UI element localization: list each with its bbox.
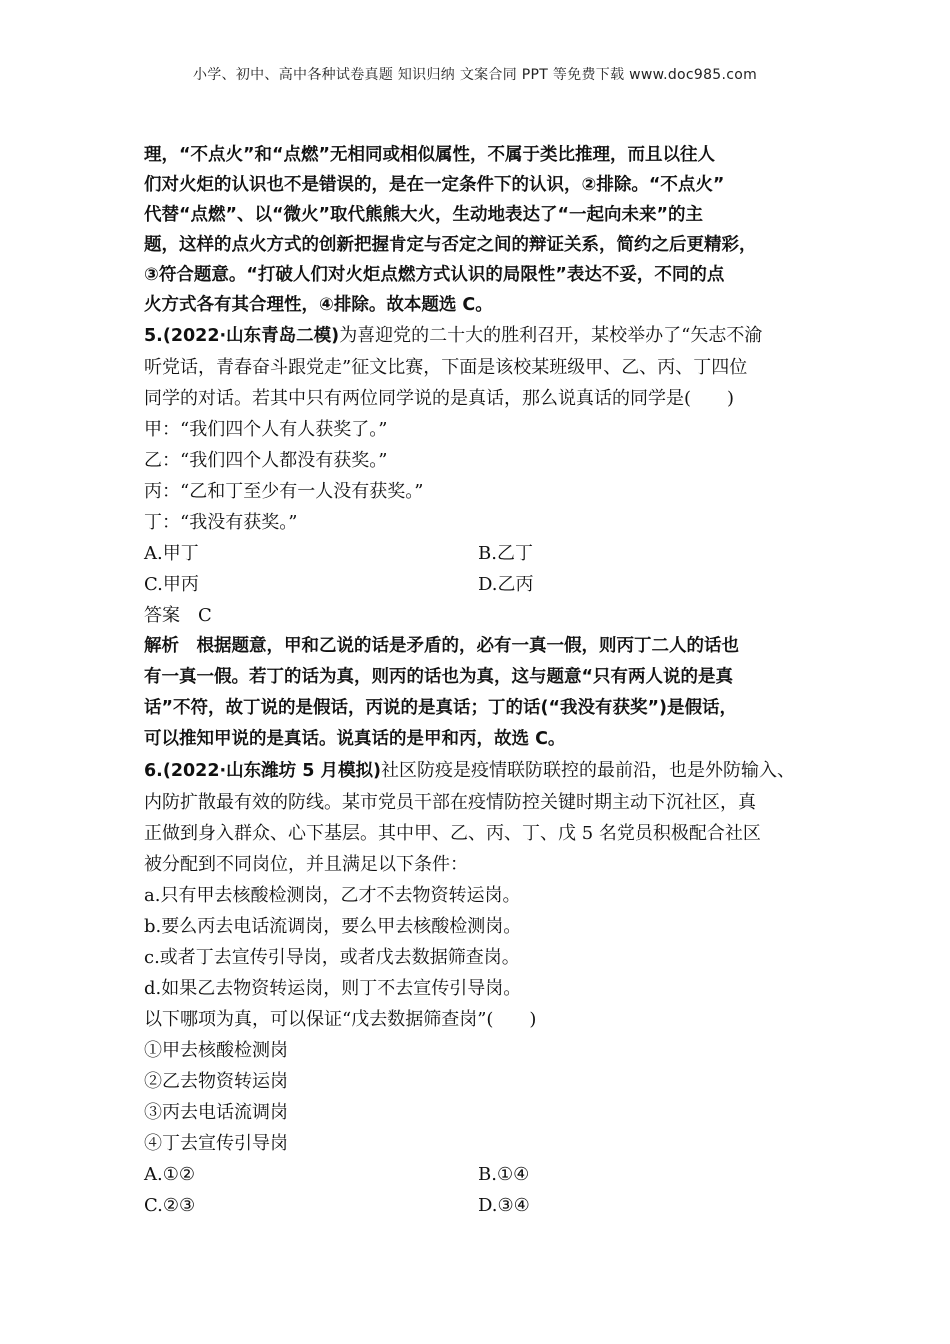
- condition-line: d.如果乙去物资转运岗，则丁不去宣传引导岗。: [144, 978, 522, 999]
- question-prompt: 以下哪项为真，可以保证“戊去数据筛查岗”( ): [144, 1009, 537, 1030]
- question-stem: 被分配到不同岗位，并且满足以下条件：: [144, 854, 468, 875]
- question-6: [144, 755, 814, 1221]
- option-d: D.③④: [478, 1195, 530, 1216]
- option-b: B.乙丁: [478, 543, 533, 564]
- page-header: 小学、初中、高中各种试卷真题 知识归纳 文案合同 PPT 等免费下载 www.doc985.com: [192, 67, 758, 83]
- analysis-line: 们对火炬的认识也不是错误的，是在一定条件下的认识，②排除。“不点火”: [144, 175, 725, 195]
- dialog-line: 丙：“乙和丁至少有一人没有获奖。”: [144, 481, 424, 502]
- list-item: ①甲去核酸检测岗: [144, 1040, 288, 1061]
- option-c: C.甲丙: [144, 574, 199, 595]
- analysis-line: 话”不符，故丁说的是假话，丙说的是真话；丁的话(“我没有获奖”)是假话，: [144, 698, 737, 718]
- analysis-line: 有一真一假。若丁的话为真，则丙的话也为真，这与题意“只有两人说的是真: [144, 667, 733, 687]
- page-content: [144, 140, 814, 1221]
- list-item: ②乙去物资转运岗: [144, 1071, 288, 1092]
- list-item: ④丁去宣传引导岗: [144, 1133, 288, 1154]
- question-source: 6.(2022·山东潍坊 5 月模拟): [144, 761, 382, 781]
- options-row: [144, 538, 814, 569]
- dialog-line: 丁：“我没有获奖。”: [144, 512, 298, 533]
- list-item: ③丙去电话流调岗: [144, 1102, 288, 1123]
- condition-line: b.要么丙去电话流调岗，要么甲去核酸检测岗。: [144, 916, 522, 937]
- question-stem: 听党话，青春奋斗跟党走”征文比赛，下面是该校某班级甲、乙、丙、丁四位: [144, 357, 748, 378]
- option-b: B.①④: [478, 1164, 530, 1185]
- analysis-line: 理，“不点火”和“点燃”无相同或相似属性，不属于类比推理，而且以往人: [144, 145, 716, 165]
- options-row: [144, 1159, 814, 1190]
- analysis-line: 题，这样的点火方式的创新把握肯定与否定之间的辩证关系，简约之后更精彩，: [144, 235, 757, 255]
- question-stem: 内防扩散最有效的防线。某市党员干部在疫情防控关键时期主动下沉社区，真: [144, 792, 756, 813]
- question-stem: 正做到身入群众、心下基层。其中甲、乙、丙、丁、戊 5 名党员积极配合社区: [144, 823, 761, 844]
- previous-analysis: [144, 140, 814, 320]
- options-row: [144, 569, 814, 600]
- question-source: 5.(2022·山东青岛二模): [144, 326, 340, 346]
- option-d: D.乙丙: [478, 574, 534, 595]
- options-row: [144, 1190, 814, 1221]
- answer: 答案 C: [144, 605, 212, 626]
- question-stem: [144, 320, 814, 352]
- question-stem: [144, 755, 814, 787]
- condition-line: a.只有甲去核酸检测岗，乙才不去物资转运岗。: [144, 885, 521, 906]
- analysis-line: ③符合题意。“打破人们对火炬点燃方式认识的局限性”表达不妥，不同的点: [144, 265, 725, 285]
- option-a: A.①②: [144, 1164, 195, 1185]
- dialog-line: 乙：“我们四个人都没有获奖。”: [144, 450, 388, 471]
- dialog-line: 甲：“我们四个人有人获奖了。”: [144, 419, 388, 440]
- condition-line: c.或者丁去宣传引导岗，或者戊去数据筛查岗。: [144, 947, 520, 968]
- question-5: [144, 320, 814, 755]
- stem-text: 为喜迎党的二十大的胜利召开，某校举办了“矢志不渝: [339, 325, 763, 346]
- question-stem: 同学的对话。若其中只有两位同学说的是真话，那么说真话的同学是( ): [144, 388, 735, 409]
- analysis-line: 代替“点燃”、以“微火”取代熊熊大火，生动地表达了“一起向未来”的主: [144, 205, 704, 225]
- option-c: C.②③: [144, 1195, 196, 1216]
- analysis-line: 火方式各有其合理性，④排除。故本题选 C。: [144, 295, 493, 315]
- analysis-line: 解析 根据题意，甲和乙说的话是矛盾的，必有一真一假，则丙丁二人的话也: [144, 636, 739, 656]
- option-a: A.甲丁: [144, 543, 199, 564]
- analysis-line: 可以推知甲说的是真话。说真话的是甲和丙，故选 C。: [144, 729, 566, 749]
- stem-text: 社区防疫是疫情联防联控的最前沿，也是外防输入、: [381, 760, 796, 781]
